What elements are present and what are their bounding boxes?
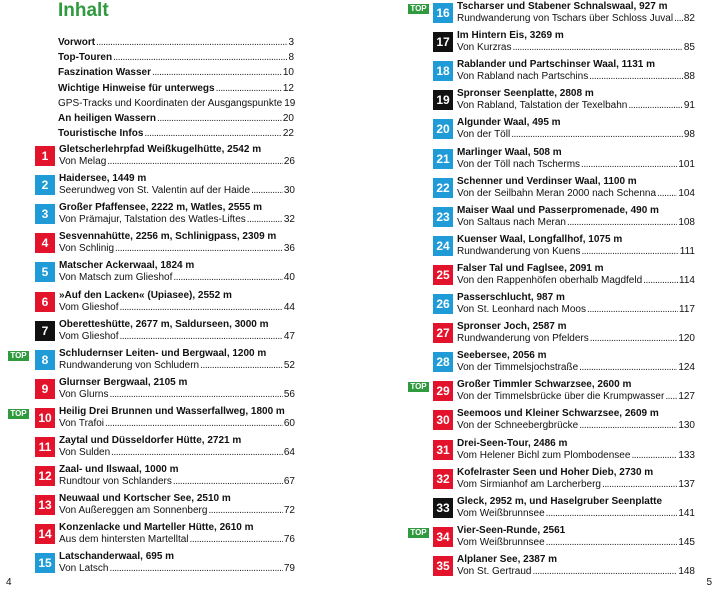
tour-entry[interactable] (35, 495, 295, 521)
tour-title: Falser Tal und Faglsee, 2091 m (457, 262, 604, 274)
dot-leader (109, 563, 282, 575)
tour-subtitle: Vom Weißbrunnsee (457, 507, 545, 519)
toc-entry-page: 20 (282, 112, 294, 124)
tour-subtitle: Von der Timmelsbrücke über die Krumpwasser (457, 391, 665, 403)
toc-entry[interactable] (58, 111, 294, 126)
tour-page: 60 (283, 417, 295, 429)
tour-entry[interactable] (433, 32, 695, 58)
top-tour-badge: TOP (408, 382, 429, 392)
tour-subtitle: Von Melag (59, 156, 107, 167)
tour-subtitle-line (59, 447, 295, 459)
tour-title: Marlinger Waal, 508 m (457, 146, 562, 158)
tour-subtitle: Von Matsch zum Glieshof (59, 272, 173, 284)
dot-leader (581, 246, 678, 258)
tour-title: Tscharser und Stabener Schnalswaal, 927 m (457, 1, 668, 12)
tour-subtitle: Von Sulden (59, 447, 111, 458)
tour-number-badge: 10 (35, 408, 55, 428)
tour-number-badge: 21 (433, 149, 453, 169)
tour-subtitle-line (59, 331, 295, 343)
dot-leader (157, 111, 282, 126)
tour-subtitle-line (457, 391, 695, 403)
dot-leader (190, 534, 283, 546)
front-matter-list (58, 35, 294, 141)
tour-entry[interactable] (433, 233, 695, 262)
tour-page: 47 (283, 330, 295, 342)
tour-page: 148 (678, 565, 695, 577)
tour-title: Sesvennahütte, 2256 m, Schlinigpass, 2309 m (59, 231, 277, 243)
tour-page: 124 (678, 362, 695, 374)
toc-entry-label: Top-Touren (58, 52, 113, 64)
toc-entry-page: 22 (282, 128, 294, 140)
tour-number-badge: 31 (433, 440, 453, 460)
tour-entry[interactable] (433, 204, 695, 233)
tour-subtitle-line (457, 537, 695, 549)
tour-title: Zaal- und Ilswaal, 1000 m (59, 464, 179, 476)
tour-subtitle: Von Latsch (59, 563, 109, 575)
tour-subtitle: Von der Schneebergbrücke (457, 420, 579, 432)
dot-leader (107, 156, 283, 168)
tour-number-badge: 5 (35, 262, 55, 282)
tour-entry[interactable] (35, 347, 295, 376)
tour-number-badge: 15 (35, 553, 55, 573)
tour-subtitle-line (457, 217, 695, 229)
tour-subtitle-line (457, 479, 695, 491)
tour-entry[interactable] (433, 61, 695, 87)
dot-leader (631, 450, 677, 462)
tour-page: 64 (283, 447, 295, 458)
tour-page: 52 (283, 359, 295, 371)
tour-subtitle: Vom Weißbrunnsee (457, 536, 545, 548)
top-tour-badge: TOP (8, 351, 29, 361)
tour-page: 82 (683, 13, 695, 24)
tour-page: 133 (678, 449, 695, 461)
tour-subtitle: Rundwanderung von Pfelders (457, 333, 589, 345)
tour-title: Großer Timmler Schwarzsee, 2600 m (457, 379, 632, 391)
tour-page: 117 (679, 304, 695, 315)
tour-entry[interactable] (35, 466, 295, 492)
tour-number-badge: 8 (35, 350, 55, 370)
tour-page: 127 (678, 391, 695, 403)
tour-subtitle: Vom Helener Bichl zum Plombodensee (457, 449, 631, 461)
tour-number-badge: 27 (433, 323, 453, 343)
tour-page: 98 (683, 129, 695, 141)
tour-subtitle: Von der Töll (457, 129, 511, 141)
dot-leader (581, 159, 677, 171)
page-number-right: 5 (706, 577, 712, 588)
tour-title: Haidersee, 1449 m (59, 173, 147, 185)
tour-subtitle-line (457, 129, 695, 141)
tour-title: Matscher Ackerwaal, 1824 m (59, 260, 195, 272)
tour-subtitle-line (59, 272, 295, 284)
top-tour-badge: TOP (8, 409, 29, 419)
tour-title: Latschanderwaal, 695 m (59, 551, 175, 563)
tour-title: Vier-Seen-Runde, 2561 (457, 524, 566, 536)
tour-page: 91 (683, 100, 695, 112)
tour-number-badge: 6 (35, 292, 55, 312)
dot-leader (173, 476, 283, 488)
tour-entry[interactable] (35, 437, 295, 463)
toc-entry-page: 19 (284, 97, 296, 109)
tour-entry[interactable] (433, 323, 695, 349)
tour-page: 111 (679, 245, 695, 257)
tour-entry[interactable] (433, 294, 695, 320)
tour-subtitle-line (457, 275, 695, 287)
tour-entry[interactable] (433, 553, 695, 582)
tour-subtitle: Rundwanderung von Tschars über Schloss Juval (457, 13, 674, 24)
tour-title: Kofelraster Seen und Hoher Dieb, 2730 m (457, 466, 654, 478)
tour-page: 72 (283, 505, 295, 517)
toc-entry-page: 10 (282, 67, 294, 79)
dot-leader (643, 275, 678, 287)
tour-subtitle-line (457, 188, 695, 200)
tour-entry[interactable] (433, 175, 695, 204)
tour-subtitle-line (457, 304, 695, 316)
tour-number-badge: 9 (35, 379, 55, 399)
dot-leader (200, 360, 283, 372)
dot-leader (590, 333, 678, 345)
tour-subtitle-line (457, 71, 695, 83)
page-number-left: 4 (6, 577, 12, 588)
tour-subtitle-line (59, 505, 295, 517)
right-page (360, 0, 720, 590)
dot-leader (173, 272, 282, 284)
tour-subtitle-line (59, 534, 295, 546)
page-title: Inhalt (58, 0, 109, 21)
dot-leader (674, 13, 683, 25)
tour-entry[interactable] (433, 524, 695, 553)
tour-subtitle: Rundtour von Schlanders (59, 476, 172, 488)
tour-title: Passerschlucht, 987 m (457, 292, 565, 303)
tour-page: 114 (679, 274, 695, 286)
tour-number-badge: 20 (433, 119, 453, 139)
tour-subtitle: Von Prämajur, Talstation des Watles-Liftes (59, 214, 246, 226)
dot-leader (119, 331, 282, 343)
toc-entry-label: Touristische Infos (58, 128, 144, 140)
tour-subtitle-line (59, 418, 295, 430)
tour-subtitle-line (457, 13, 695, 25)
tour-number-badge: 35 (433, 556, 453, 576)
tour-title: Rablander und Partschinser Waal, 1131 m (457, 59, 656, 71)
dot-leader (665, 391, 677, 403)
toc-entry-page: 3 (288, 37, 294, 48)
tour-entry[interactable] (433, 3, 695, 29)
dot-leader (113, 50, 287, 65)
tour-number-badge: 32 (433, 469, 453, 489)
tour-subtitle: Von Saltaus nach Meran (457, 216, 566, 228)
tour-number-badge: 25 (433, 265, 453, 285)
tour-entry[interactable] (35, 318, 295, 347)
tour-subtitle-line (59, 214, 295, 226)
tour-number-badge: 11 (35, 437, 55, 457)
dot-leader (247, 214, 283, 226)
tour-page: 76 (283, 534, 295, 546)
dot-leader (567, 217, 677, 229)
tour-number-badge: 3 (35, 204, 55, 224)
dot-leader (579, 362, 677, 374)
tour-subtitle-line (59, 243, 295, 255)
tour-subtitle-line (457, 100, 695, 112)
tour-title: Zaytal und Düsseldorfer Hütte, 2721 m (59, 435, 242, 446)
tour-number-badge: 26 (433, 294, 453, 314)
tour-number-badge: 30 (433, 410, 453, 430)
dot-leader (546, 508, 678, 520)
tour-title: Alplaner See, 2387 m (457, 553, 558, 565)
toc-entry-page: 8 (288, 52, 294, 64)
tour-number-badge: 34 (433, 527, 453, 547)
tour-title: Seemoos und Kleiner Schwarzsee, 2609 m (457, 408, 659, 420)
tour-page: 88 (683, 71, 695, 83)
tour-subtitle-line (59, 389, 295, 401)
tour-number-badge: 1 (35, 146, 55, 166)
tour-subtitle-line (457, 450, 695, 462)
dot-leader (512, 42, 682, 54)
toc-entry-label: An heiligen Wassern (58, 112, 156, 124)
toc-entry[interactable] (58, 50, 294, 65)
tour-subtitle-line (457, 333, 695, 345)
tour-entry[interactable] (35, 262, 295, 288)
tour-page: 101 (678, 158, 695, 170)
tour-page: 40 (283, 272, 295, 284)
tour-subtitle: Vom Glieshof (59, 330, 119, 342)
tour-subtitle-line (59, 185, 295, 197)
tour-number-badge: 13 (35, 495, 55, 515)
tour-page: 56 (283, 388, 295, 400)
tour-entry[interactable] (35, 376, 295, 405)
tour-entry[interactable] (35, 146, 295, 172)
dot-leader (144, 126, 281, 141)
toc-entry-page: 12 (282, 82, 294, 94)
tour-title: Konzenlacke und Marteller Hütte, 2610 m (59, 522, 254, 534)
tour-subtitle-line (457, 508, 695, 520)
dot-leader (216, 81, 282, 96)
tour-title: Im Hintern Eis, 3269 m (457, 30, 564, 42)
tour-number-badge: 29 (433, 381, 453, 401)
tour-subtitle: Von der Timmelsjochstraße (457, 362, 579, 374)
tour-page: 36 (283, 243, 295, 255)
tour-entry[interactable] (35, 204, 295, 230)
dot-leader (579, 420, 677, 432)
tour-subtitle: Von Rabland, Talstation der Texelbahn (457, 100, 628, 112)
tour-entry[interactable] (433, 119, 695, 145)
tour-subtitle-line (457, 42, 695, 54)
tour-entry[interactable] (433, 146, 695, 175)
tour-number-badge: 28 (433, 352, 453, 372)
toc-entry-label: Faszination Wasser (58, 67, 151, 79)
tour-subtitle-line (59, 563, 295, 575)
tour-subtitle: Von der Töll nach Tscherms (457, 158, 581, 170)
toc-entry[interactable] (58, 126, 294, 141)
tour-number-badge: 2 (35, 175, 55, 195)
tour-subtitle: Rundwanderung von Kuens (457, 245, 581, 257)
tour-title: Schludernser Leiten- und Bergwaal, 1200 m (59, 347, 267, 359)
tour-number-badge: 18 (433, 61, 453, 81)
tour-page: 108 (678, 216, 695, 228)
top-tour-badge: TOP (408, 528, 429, 538)
tour-number-badge: 4 (35, 233, 55, 253)
tour-entry[interactable] (35, 524, 295, 550)
tour-title: Großer Pfaffensee, 2222 m, Watles, 2555 m (59, 202, 263, 214)
tour-title: Spronser Joch, 2587 m (457, 321, 567, 333)
tour-subtitle-line (457, 420, 695, 432)
tour-subtitle: Von Außereggen am Sonnenberg (59, 505, 208, 517)
tour-page: 67 (283, 476, 295, 488)
tour-number-badge: 12 (35, 466, 55, 486)
tour-title: Glurnser Bergwaal, 2105 m (59, 376, 188, 388)
tour-subtitle: Rundwanderung von Schludern (59, 359, 200, 371)
tour-entry[interactable] (433, 381, 695, 407)
tour-page: 79 (283, 563, 295, 575)
tour-title: Heilig Drei Brunnen und Wasserfallweg, 1800 m (59, 405, 285, 417)
tour-number-badge: 23 (433, 207, 453, 227)
tour-subtitle: Von Rabland nach Partschins (457, 71, 589, 83)
tour-page: 130 (678, 420, 695, 432)
tour-page: 104 (678, 187, 695, 199)
tour-title: Kuenser Waal, Longfallhof, 1075 m (457, 233, 623, 245)
tour-title: Drei-Seen-Tour, 2486 m (457, 437, 568, 449)
dot-leader (96, 35, 287, 50)
tour-entry[interactable] (35, 289, 295, 318)
tour-entry[interactable] (433, 262, 695, 291)
dot-leader (208, 505, 282, 517)
toc-entry[interactable] (58, 96, 294, 111)
tour-page: 30 (283, 185, 295, 197)
tour-subtitle: Seerundweg von St. Valentin auf der Haide (59, 185, 251, 197)
tour-page: 145 (678, 536, 695, 548)
tour-subtitle: Von Glurns (59, 388, 109, 400)
tour-number-badge: 7 (35, 321, 55, 341)
tour-title: Schenner und Verdinser Waal, 1100 m (457, 175, 637, 187)
toc-entry-label: Wichtige Hinweise für unterwegs (58, 82, 215, 94)
dot-leader (105, 418, 283, 430)
dot-leader (119, 302, 282, 314)
tour-number-badge: 19 (433, 90, 453, 110)
tour-page: 120 (678, 333, 695, 345)
tour-title: Gleck, 2952 m, und Haselgruber Seenplatte (457, 495, 663, 507)
tour-subtitle: Von St. Gertraud (457, 565, 532, 577)
tour-subtitle: Von den Rappenhöfen oberhalb Magdfeld (457, 274, 643, 286)
toc-entry[interactable] (58, 35, 294, 50)
dot-leader (589, 71, 683, 83)
tour-title: Seebersee, 2056 m (457, 350, 547, 362)
tour-subtitle-line (457, 246, 695, 258)
tour-subtitle: Von Trafoi (59, 417, 105, 429)
tour-entry[interactable] (433, 352, 695, 378)
toc-entry-label: GPS-Tracks und Koordinaten der Ausgangspunkte (58, 97, 283, 109)
tour-title: »Auf den Lacken« (Upiasee), 2552 m (59, 289, 232, 301)
toc-entry[interactable] (58, 65, 294, 80)
tour-subtitle: Von Kurzras (457, 42, 512, 54)
tour-entry[interactable] (35, 175, 295, 201)
tour-number-badge: 24 (433, 236, 453, 256)
dot-leader (111, 447, 283, 459)
dot-leader (115, 243, 283, 255)
tour-page: 85 (683, 42, 695, 54)
dot-leader (251, 185, 283, 197)
tour-subtitle: Von Schlinig (59, 243, 115, 255)
dot-leader (511, 129, 683, 141)
toc-entry[interactable] (58, 81, 294, 96)
tour-subtitle: Aus dem hintersten Martelltal (59, 534, 189, 546)
dot-leader (109, 389, 282, 401)
tour-subtitle-line (457, 362, 695, 374)
tour-page: 44 (283, 301, 295, 313)
tour-title: Maiser Waal und Passerpromenade, 490 m (457, 204, 659, 216)
tour-title: Algunder Waal, 495 m (457, 117, 561, 129)
dot-leader (587, 304, 678, 316)
tour-number-badge: 14 (35, 524, 55, 544)
tour-title: Neuwaal und Kortscher See, 2510 m (59, 493, 231, 505)
tour-title: Spronser Seenplatte, 2808 m (457, 88, 594, 100)
tour-number-badge: 16 (433, 3, 453, 23)
tour-page: 141 (678, 507, 695, 519)
dot-leader (546, 537, 678, 549)
top-tour-badge: TOP (408, 4, 429, 14)
dot-leader (533, 566, 678, 578)
tour-entry[interactable] (433, 466, 695, 495)
tour-entry[interactable] (35, 233, 295, 259)
tour-number-badge: 22 (433, 178, 453, 198)
tour-entry[interactable] (35, 405, 295, 434)
tour-page: 32 (283, 214, 295, 226)
tour-number-badge: 17 (433, 32, 453, 52)
tour-title: Gletscherlehrpfad Weißkugelhütte, 2542 m (59, 144, 262, 155)
tour-entry[interactable] (433, 437, 695, 466)
tour-subtitle: Vom Glieshof (59, 301, 119, 313)
tour-subtitle: Vom Sirmianhof am Larcherberg (457, 478, 601, 490)
dot-leader (152, 65, 282, 80)
dot-leader (602, 479, 677, 491)
tour-subtitle-line (59, 156, 295, 168)
tour-entry[interactable] (433, 90, 695, 116)
tour-subtitle-line (59, 302, 295, 314)
tour-subtitle: Von St. Leonhard nach Moos (457, 304, 586, 315)
tour-entry[interactable] (433, 495, 695, 524)
dot-leader (657, 188, 677, 200)
tour-subtitle: Von der Seilbahn Meran 2000 nach Schenna (457, 187, 657, 199)
tour-entry[interactable] (433, 410, 695, 436)
dot-leader (628, 100, 683, 112)
tour-title: Oberetteshütte, 2677 m, Saldurseen, 3000 m (59, 318, 269, 330)
toc-entry-label: Vorwort (58, 37, 96, 48)
tour-entry[interactable] (35, 553, 295, 579)
tour-subtitle-line (457, 159, 695, 171)
tour-subtitle-line (59, 360, 295, 372)
tour-page: 26 (283, 156, 295, 167)
tour-subtitle-line (457, 566, 695, 578)
tour-subtitle-line (59, 476, 295, 488)
tour-page: 137 (678, 478, 695, 490)
tour-number-badge: 33 (433, 498, 453, 518)
